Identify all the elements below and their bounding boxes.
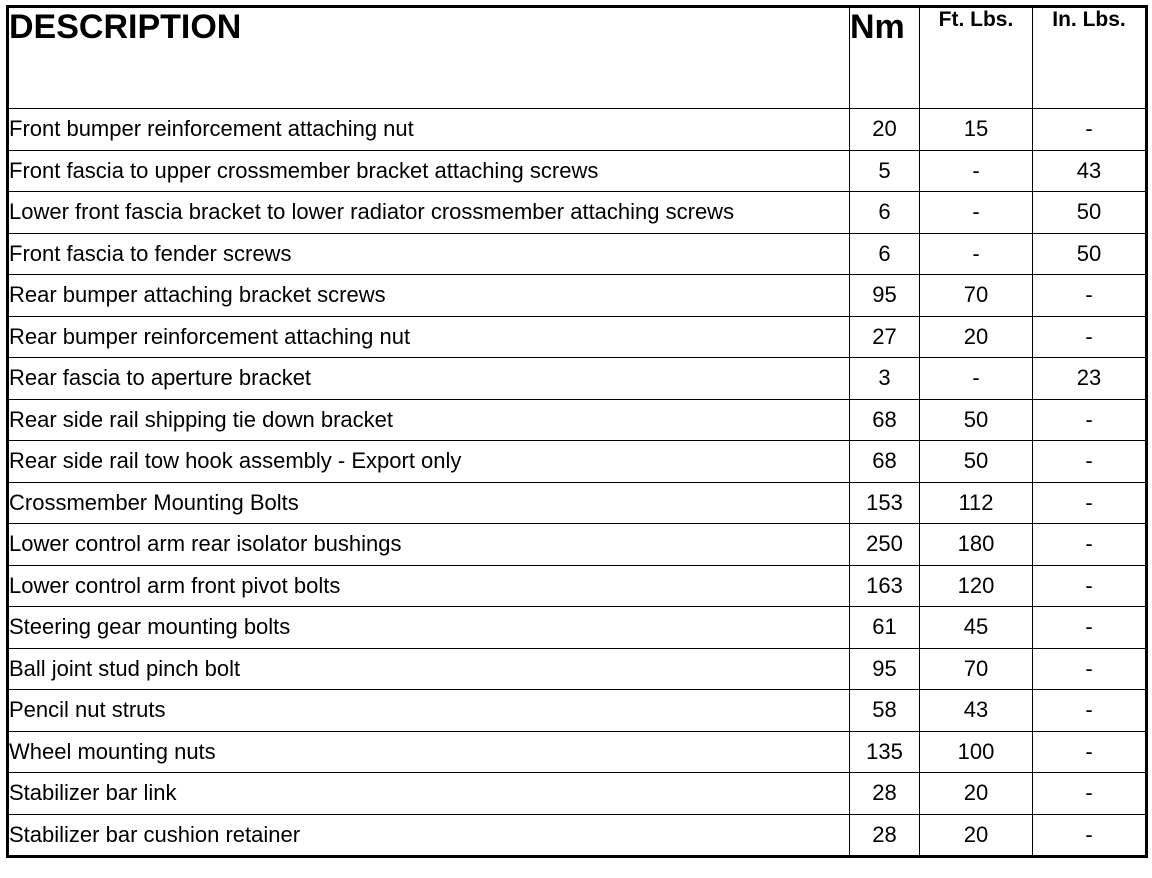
row-nm-value: 6 [850,233,920,275]
row-ft-lbs-value: 100 [920,731,1033,773]
row-nm-value: 27 [850,316,920,358]
row-ft-lbs-value: 20 [920,773,1033,815]
row-nm-value: 95 [850,275,920,317]
row-ft-lbs-value: 120 [920,565,1033,607]
row-description: Pencil nut struts [8,690,850,732]
header-row [8,7,1147,109]
table-row [8,275,1147,317]
row-in-lbs-value: - [1033,482,1147,524]
row-description: Lower front fascia bracket to lower radiator crossmember attaching screws [8,192,850,234]
row-description: Rear bumper reinforcement attaching nut [8,316,850,358]
row-description: Front fascia to upper crossmember bracket attaching screws [8,150,850,192]
row-description: Rear fascia to aperture bracket [8,358,850,400]
row-description: Steering gear mounting bolts [8,607,850,649]
table-row [8,607,1147,649]
row-in-lbs-value: 50 [1033,192,1147,234]
row-in-lbs-value: - [1033,109,1147,151]
table-row [8,773,1147,815]
header-ft-lbs: Ft. Lbs. [920,7,1033,109]
row-in-lbs-value: - [1033,399,1147,441]
row-in-lbs-value: - [1033,814,1147,857]
row-description: Wheel mounting nuts [8,731,850,773]
row-in-lbs-value: - [1033,773,1147,815]
row-ft-lbs-value: 43 [920,690,1033,732]
row-ft-lbs-value: - [920,192,1033,234]
header-description: DESCRIPTION [8,7,850,109]
header-nm: Nm [850,7,920,109]
row-nm-value: 61 [850,607,920,649]
row-ft-lbs-value: - [920,358,1033,400]
row-ft-lbs-value: 112 [920,482,1033,524]
table-row [8,731,1147,773]
row-nm-value: 163 [850,565,920,607]
table-row [8,482,1147,524]
row-nm-value: 28 [850,814,920,857]
table-row [8,399,1147,441]
row-ft-lbs-value: 20 [920,316,1033,358]
row-nm-value: 58 [850,690,920,732]
row-description: Rear side rail shipping tie down bracket [8,399,850,441]
table-row [8,441,1147,483]
table-row [8,648,1147,690]
row-nm-value: 6 [850,192,920,234]
row-nm-value: 68 [850,399,920,441]
row-nm-value: 5 [850,150,920,192]
table-row [8,109,1147,151]
row-nm-value: 153 [850,482,920,524]
row-description: Front bumper reinforcement attaching nut [8,109,850,151]
row-in-lbs-value: - [1033,648,1147,690]
row-description: Rear side rail tow hook assembly - Export only [8,441,850,483]
header-in-lbs: In. Lbs. [1033,7,1147,109]
row-in-lbs-value: - [1033,524,1147,566]
table-row [8,690,1147,732]
row-description: Front fascia to fender screws [8,233,850,275]
table-row [8,814,1147,857]
row-in-lbs-value: - [1033,441,1147,483]
row-in-lbs-value: - [1033,275,1147,317]
row-in-lbs-value: - [1033,565,1147,607]
row-description: Crossmember Mounting Bolts [8,482,850,524]
row-ft-lbs-value: 45 [920,607,1033,649]
row-description: Lower control arm front pivot bolts [8,565,850,607]
row-in-lbs-value: 50 [1033,233,1147,275]
row-nm-value: 68 [850,441,920,483]
table-body [8,109,1147,857]
row-ft-lbs-value: 70 [920,275,1033,317]
torque-spec-table [6,5,1148,858]
row-ft-lbs-value: 15 [920,109,1033,151]
row-ft-lbs-value: 70 [920,648,1033,690]
row-ft-lbs-value: 50 [920,441,1033,483]
table-row [8,358,1147,400]
row-ft-lbs-value: 50 [920,399,1033,441]
row-nm-value: 3 [850,358,920,400]
row-description: Rear bumper attaching bracket screws [8,275,850,317]
row-in-lbs-value: - [1033,731,1147,773]
row-description: Stabilizer bar cushion retainer [8,814,850,857]
row-nm-value: 135 [850,731,920,773]
row-nm-value: 95 [850,648,920,690]
row-nm-value: 250 [850,524,920,566]
row-in-lbs-value: 23 [1033,358,1147,400]
row-in-lbs-value: - [1033,607,1147,649]
row-ft-lbs-value: - [920,150,1033,192]
row-nm-value: 20 [850,109,920,151]
row-description: Lower control arm rear isolator bushings [8,524,850,566]
row-description: Ball joint stud pinch bolt [8,648,850,690]
table-row [8,233,1147,275]
table-row [8,524,1147,566]
row-nm-value: 28 [850,773,920,815]
row-description: Stabilizer bar link [8,773,850,815]
table-row [8,150,1147,192]
row-ft-lbs-value: 180 [920,524,1033,566]
row-in-lbs-value: 43 [1033,150,1147,192]
row-ft-lbs-value: - [920,233,1033,275]
table-row [8,565,1147,607]
row-ft-lbs-value: 20 [920,814,1033,857]
table-row [8,192,1147,234]
row-in-lbs-value: - [1033,690,1147,732]
row-in-lbs-value: - [1033,316,1147,358]
table-row [8,316,1147,358]
